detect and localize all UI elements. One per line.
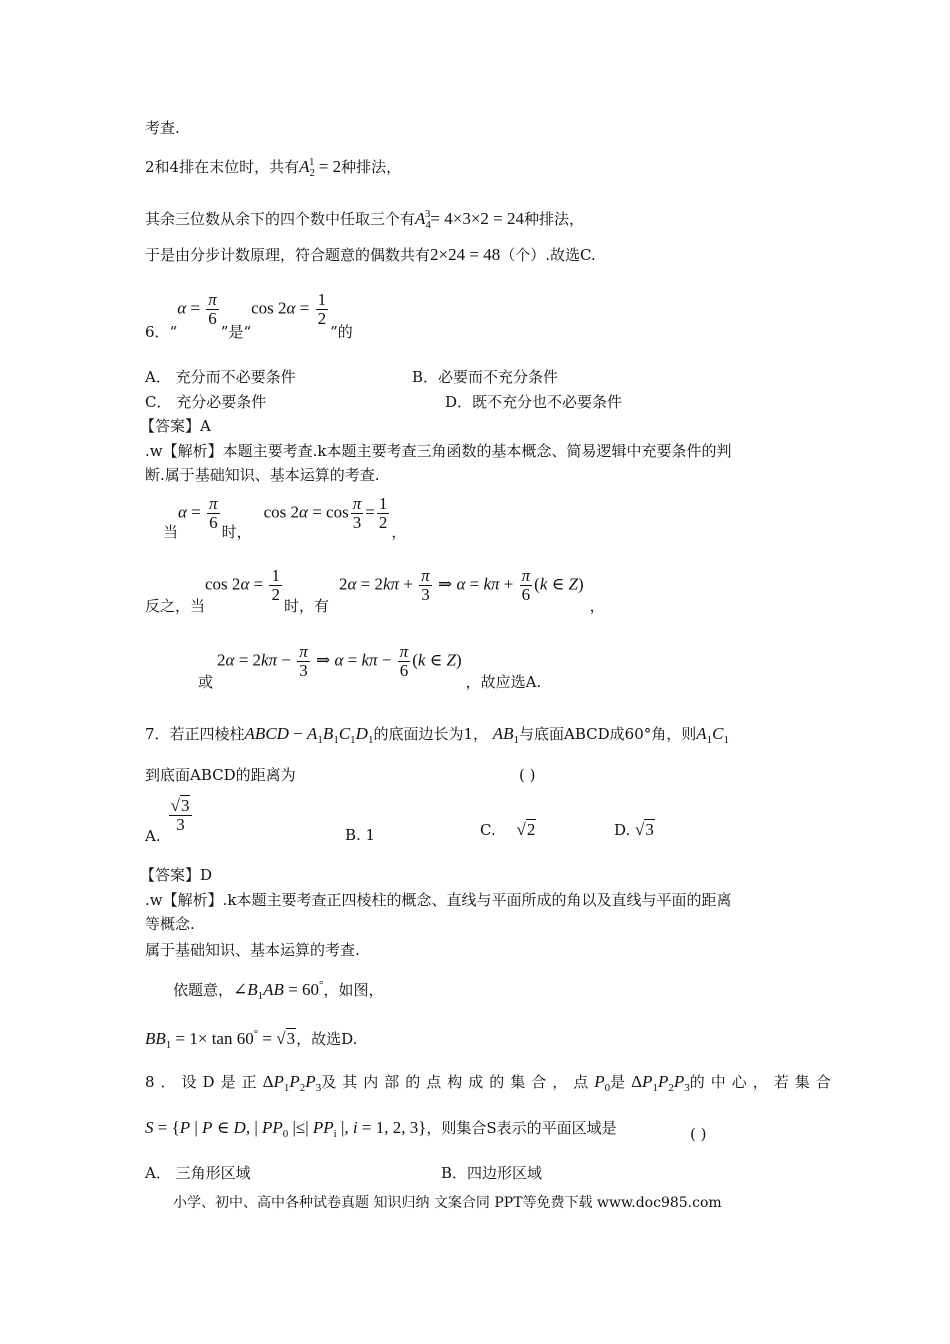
option-c: C. √2 bbox=[480, 820, 536, 839]
analysis-text: 等概念. bbox=[145, 915, 195, 933]
option-a: A. $\frac{√3}{3}$ bbox=[145, 790, 194, 846]
option-b: B．四边形区域 bbox=[441, 1164, 543, 1182]
answer-paren: ( ) bbox=[690, 1125, 707, 1143]
formula-line: $BB_1 = 1\times \tan 60^\circ = √3$，故选D. bbox=[145, 1028, 358, 1051]
text-line: 2和4排在末位时，共有$A_2^1 = 2$种排法， bbox=[145, 156, 402, 179]
analysis-text: .w【解析】本题主要考查.k本题主要考查三角函数的基本概念、简易逻辑中充要条件的判 bbox=[145, 442, 732, 460]
formula-line: 或 2α = 2kπ − $\frac{\pi}{3}$ ⇒ α = kπ − $\frac{\pi}{6}$ (k ∈ Z) ，故应选A. bbox=[198, 642, 542, 691]
answer-label: 【答案】A bbox=[140, 417, 211, 435]
option-c: C． 充分必要条件 bbox=[145, 393, 267, 411]
question-7-stem: 7．若正四棱柱ABCD − $A_1B_1C_1D_1$的底面边长为1， $AB_1$与底面ABCD成60°角，则$A_1C_1$ bbox=[145, 724, 730, 746]
answer-label: 【答案】D bbox=[140, 866, 213, 884]
option-a: A． 三角形区域 bbox=[145, 1164, 251, 1182]
formula-line: 依题意，$\angle B_1AB = 60^\circ$，如图， bbox=[173, 979, 384, 1002]
text-line: 考查. bbox=[145, 119, 180, 137]
analysis-text: .w【解析】.k本题主要考查正四棱柱的概念、直线与平面所成的角以及直线与平面的距离 bbox=[145, 891, 732, 909]
option-d: D．既不充分也不必要条件 bbox=[445, 393, 623, 411]
page-footer: 小学、初中、高中各种试卷真题 知识归纳 文案合同 PPT等免费下载 www.doc985.com bbox=[173, 1195, 722, 1211]
text-line: 其余三位数从余下的四个数中任取三个有$A_4^3= 4\times 3\times 2 = 24$种排法， bbox=[145, 208, 585, 231]
question-8-stem: 8．设D是正$\Delta P_1P_2P_3$及其内部的点构成的集合，点$P_0$是$\Delta P_1P_2P_3$的中心，若集合 bbox=[145, 1072, 837, 1094]
option-b: B．必要而不充分条件 bbox=[412, 368, 559, 386]
formula-line: 当 α = $\frac{\pi}{6}$ 时， cos 2α = cos $\frac{\pi}{3}$ = $\frac{1}{2}$ ， bbox=[163, 494, 407, 541]
text-line: 到底面ABCD的距离为 bbox=[145, 766, 296, 784]
option-b: B. 1 bbox=[345, 826, 376, 844]
answer-paren: ( ) bbox=[519, 766, 536, 784]
text-line: 于是由分步计数原理，符合题意的偶数共有2×24 = 48（个）.故选C. bbox=[145, 245, 596, 264]
analysis-text: 属于基础知识、基本运算的考查. bbox=[145, 941, 360, 959]
option-a: A． 充分而不必要条件 bbox=[145, 368, 296, 386]
question-6-stem: 6．“ α = $\frac{\pi}{6}$ ”是“ cos 2α = $\frac{1}{2}$ ”的 bbox=[145, 290, 353, 341]
analysis-text: 断.属于基础知识、基本运算的考查. bbox=[145, 466, 380, 484]
formula-line: 反之，当 cos 2α = $\frac{1}{2}$ 时，有 2α = 2kπ + $\frac{\pi}{3}$ ⇒ α = kπ + $\frac{\pi}{6}$ (k ∈ Z) ， bbox=[145, 566, 605, 615]
formula-line: S = {P | P ∈ D, | $PP_0$ |≤| $PP_i$ |, i = 1, 2, 3}，则集合S表示的平面区域是 bbox=[145, 1118, 617, 1140]
option-d: D. √3 bbox=[614, 820, 654, 839]
